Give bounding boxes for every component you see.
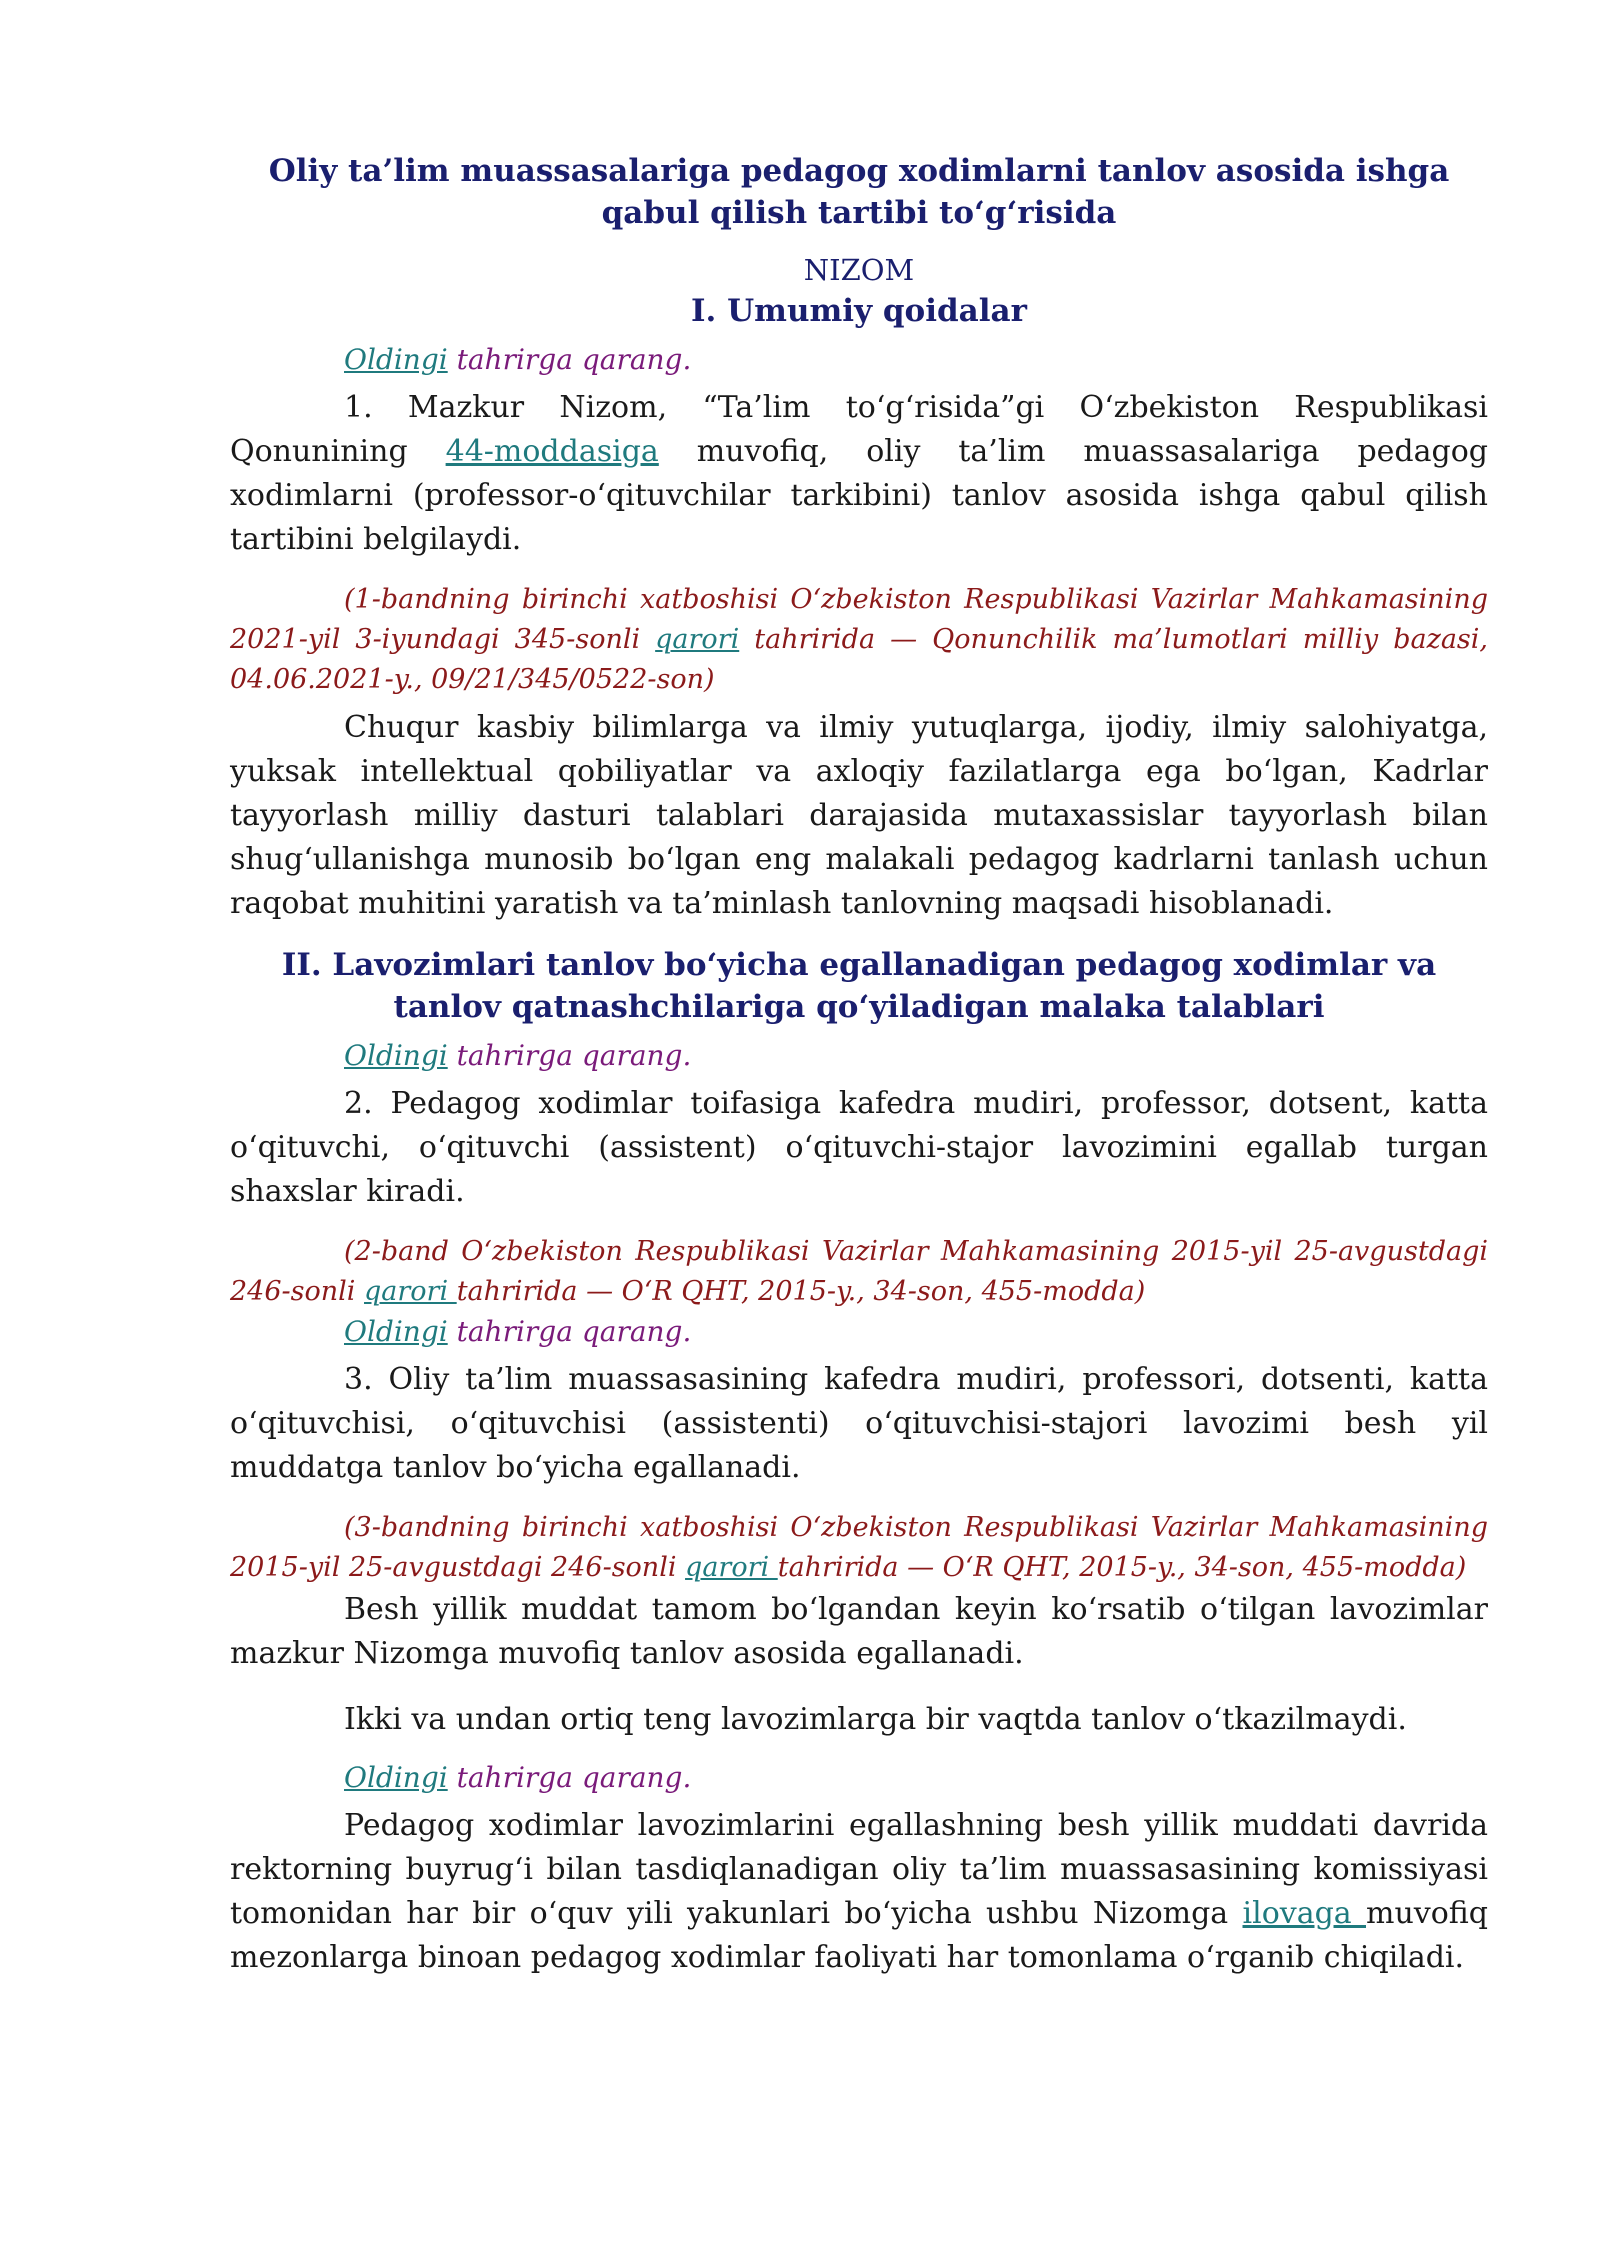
resolution-link[interactable]: qarori (685, 1552, 778, 1583)
previous-edition-note-1 (230, 340, 1488, 380)
appendix-link[interactable]: ilovaga (1242, 1896, 1366, 1931)
section-heading-1: I. Umumiy qoidalar (691, 293, 1027, 329)
note-text: tahririda — Qonunchilik ma’lumotlari milliy bazasi, 04.06.2021-y., 09/21/345/0522-son) (230, 624, 1488, 695)
paragraph-3: 3. Oliy ta’lim muassasasining kafedra mudiri, professori, dotsenti, katta o‘qituvchisi, o‘qituvchisi (assistenti) o‘qituvchisi-stajori lavozimi besh yil muddatga tanlov bo‘yicha egallanadi. (230, 1362, 1488, 1485)
previous-edition-link[interactable]: Oldingi (344, 343, 448, 376)
previous-edition-link[interactable]: Oldingi (344, 1761, 448, 1794)
document-type: NIZOM (803, 253, 915, 287)
paragraph-text: muvofiq mezonlarga binoan pedagog xodimlar faoliyati har tomonlama o‘rganib chiqiladi. (230, 1896, 1488, 1975)
resolution-link[interactable]: qarori (364, 1276, 457, 1307)
note-text: (2-band O‘zbekiston Respublikasi Vazirlar Mahkamasining 2015-yil 25-avgustdagi 246-sonli (230, 1236, 1488, 1307)
note-text: tahririda — O‘R QHT, 2015-y., 34-son, 455-modda) (456, 1276, 1146, 1307)
paragraph-1b: Chuqur kasbiy bilimlarga va ilmiy yutuqlarga, ijodiy, ilmiy salohiyatga, yuksak intellektual qobiliyatlar va axloqiy fazilatlarga ega bo‘lgan, Kadrlar tayyorlash milliy dasturi talablari darajasida mutaxassislar tayyorlash bilan shug‘ullanishga munosib bo‘lgan eng malakali pedagog kadrlarni tanlash uchun raqobat muhitini yaratish va ta’minlash tanlovning maqsadi hisoblanadi. (230, 710, 1488, 921)
previous-edition-note-3 (230, 1312, 1488, 1352)
amendment-note-3 (230, 1508, 1488, 1588)
paragraph-text: Pedagog xodimlar lavozimlarini egallashning besh yillik muddati davrida rektorning buyrug‘i bilan tasdiqlanadigan oliy ta’lim muassasasining komissiyasi tomonidan har bir o‘quv yili yakunlari bo‘yicha ushbu Nizomga (230, 1808, 1488, 1931)
paragraph-1 (230, 386, 1488, 562)
note-text: (1-bandning birinchi xatboshisi O‘zbekiston Respublikasi Vazirlar Mahkamasining 2021-yil 3-iyundagi 345-sonli (230, 584, 1488, 655)
previous-edition-text: tahrirga qarang. (447, 1039, 692, 1072)
previous-edition-note-2 (230, 1036, 1488, 1076)
section-heading-2: II. Lavozimlari tanlov bo‘yicha egallanadigan pedagog xodimlar va tanlov qatnashchilariga qo‘yiladigan malaka talablari (281, 947, 1437, 1025)
paragraph-4 (230, 1804, 1488, 1980)
article-44-link[interactable]: 44-moddasiga (445, 434, 659, 469)
previous-edition-text: tahrirga qarang. (447, 1315, 692, 1348)
previous-edition-link[interactable]: Oldingi (344, 1315, 448, 1348)
paragraph-text: 1. Mazkur Nizom, “Ta’lim to‘g‘risida”gi O‘zbekiston Respublikasi Qonunining (230, 390, 1488, 469)
document-title: Oliy ta’lim muassasalariga pedagog xodimlarni tanlov asosida ishga qabul qilish tartibi to‘g‘risida (268, 153, 1450, 231)
paragraph-text: muvofiq, oliy ta’lim muassasalariga pedagog xodimlarni (professor-o‘qituvchilar tarkibini) tanlov asosida ishga qabul qilish tartibini belgilaydi. (230, 434, 1488, 557)
paragraph-2: 2. Pedagog xodimlar toifasiga kafedra mudiri, professor, dotsent, katta o‘qituvchi, o‘qituvchi (assistent) o‘qituvchi-stajor lavozimini egallab turgan shaxslar kiradi. (230, 1086, 1488, 1209)
previous-edition-text: tahrirga qarang. (447, 343, 692, 376)
note-text: (3-bandning birinchi xatboshisi O‘zbekiston Respublikasi Vazirlar Mahkamasining 2015-yil 25-avgustdagi 246-sonli (230, 1512, 1488, 1583)
document-page (230, 150, 1488, 1980)
paragraph-3b: Besh yillik muddat tamom bo‘lgandan keyin ko‘rsatib o‘tilgan lavozimlar mazkur Nizomga muvofiq tanlov asosida egallanadi. (230, 1592, 1488, 1671)
previous-edition-link[interactable]: Oldingi (344, 1039, 448, 1072)
previous-edition-text: tahrirga qarang. (447, 1761, 692, 1794)
paragraph-3c: Ikki va undan ortiq teng lavozimlarga bir vaqtda tanlov o‘tkazilmaydi. (344, 1702, 1407, 1737)
previous-edition-note-4 (230, 1758, 1488, 1798)
amendment-note-2 (230, 1232, 1488, 1312)
note-text: tahririda — O‘R QHT, 2015-y., 34-son, 455-modda) (777, 1552, 1467, 1583)
resolution-link[interactable]: qarori (655, 624, 740, 655)
amendment-note-1 (230, 580, 1488, 700)
